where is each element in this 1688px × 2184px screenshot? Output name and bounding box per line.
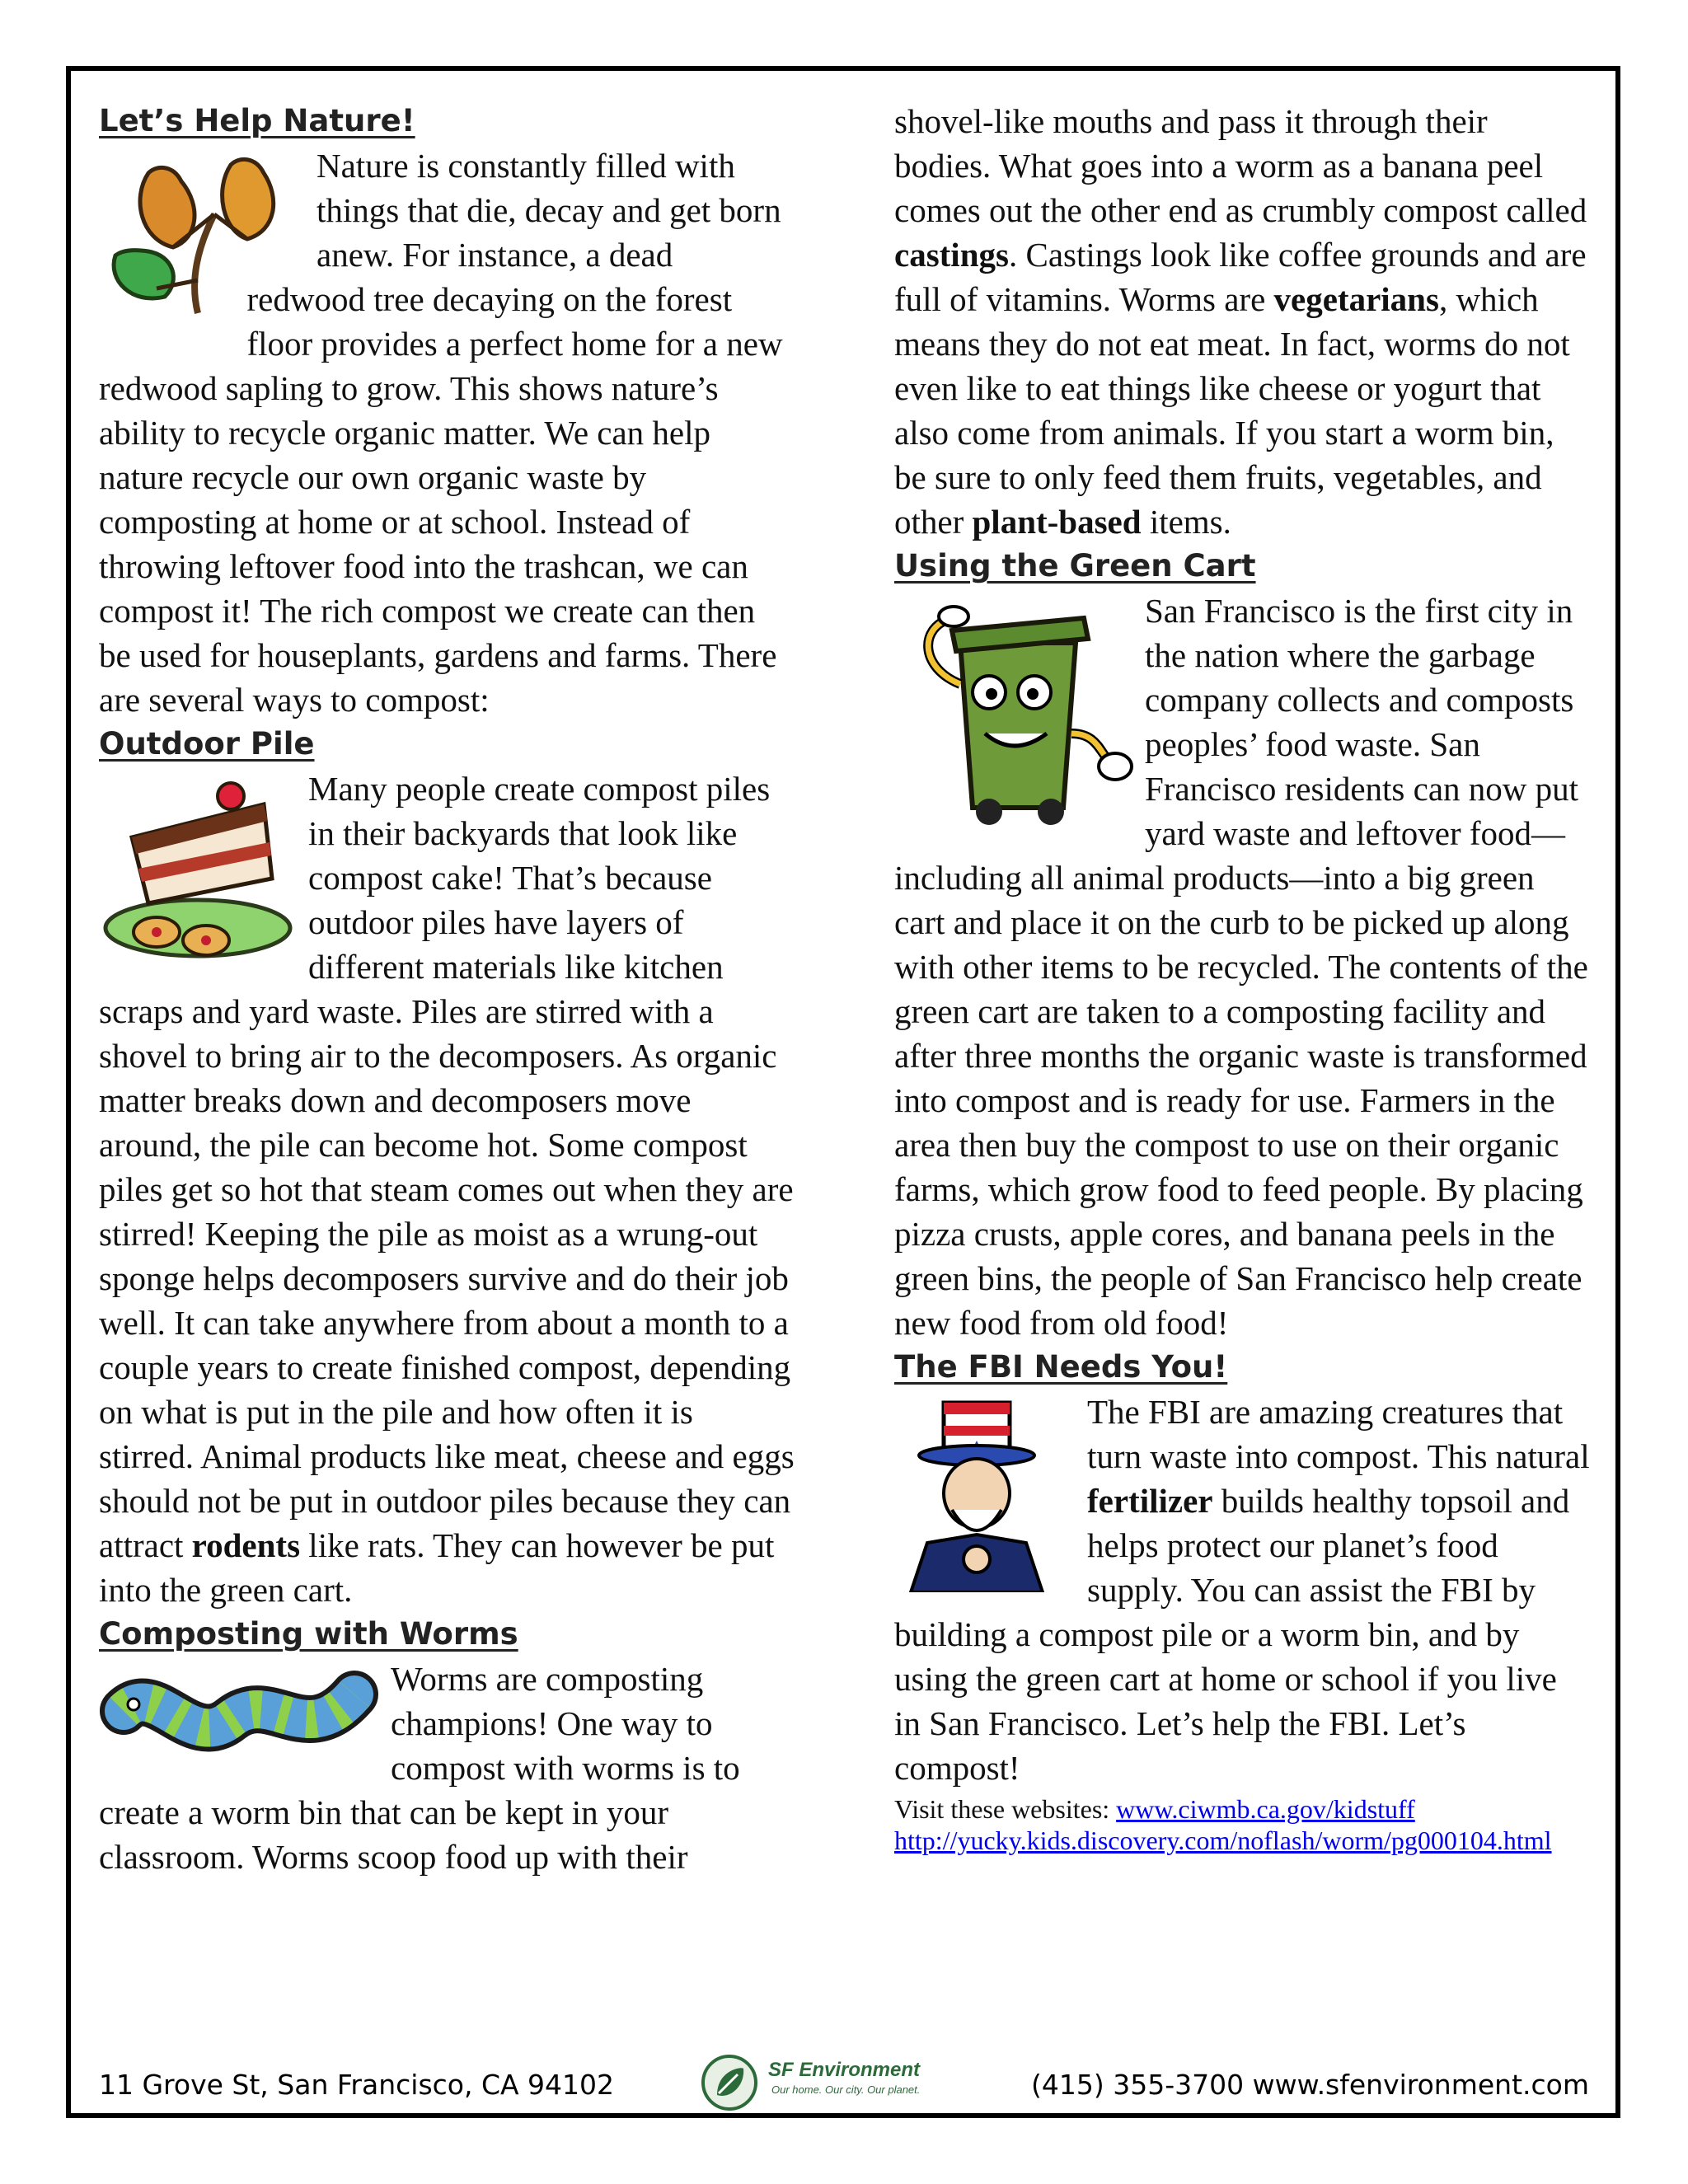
outdoor-pile-text-end: like rats. They can however be put into the green cart. [99,1526,775,1609]
worms-text: shovel-like mouths and pass it through their bodies. What goes into a worm as a banana peel comes out the other end as crumbly compost called [894,102,1587,229]
paragraph-worms-continued [894,99,1591,544]
uncle-sam-icon [894,1394,1076,1592]
sf-environment-logo [701,2054,973,2111]
left-column [99,99,795,1879]
heading-fbi-needs-you: The FBI Needs You! [894,1349,1228,1385]
fbi-text-end: builds healthy topsoil and helps protect our planet’s food supply. You can assist the FBI by building a compost pile or a worm bin, and by using the green cart at home or school if you live in San Francisco. Let’s help the FBI. Let’s compost! [894,1482,1570,1787]
websites-block [894,1793,1591,1856]
leaf-logo-icon [701,2054,758,2111]
cake-icon [99,771,297,961]
footer [99,2054,1589,2111]
heading-lets-help-nature: Let’s Help Nature! [99,103,415,138]
worms-text-4: items. [1141,503,1231,541]
worms-text-2: . Castings look like coffee grounds and are full of vitamins. Worms are [894,236,1587,318]
logo-name: SF Environment [768,2059,921,2081]
outdoor-pile-text: Many people create compost piles in their backyards that look like compost cake! That’s because outdoor piles have layers of different materials like kitchen scraps and yard waste. Piles are stirred with a shovel to bring air to the decomposers. As organic matter breaks down and decomposers move around, the pile can become hot. Some compost piles get so hot that steam comes out when they are stirred! Keeping the pile as moist as a wrung-out sponge helps decomposers survive and do their job well. It can take anywhere from about a month to a couple years to create finished compost, depending on what is put in the pile and how often it is stirred. Animal products like meat, cheese and eggs should not be put in outdoor piles because they can attract [99,770,795,1564]
green-cart-icon [894,593,1133,832]
footer-address: 11 Grove St, San Francisco, CA 94102 [99,2069,615,2101]
link-yucky-kids[interactable]: http://yucky.kids.discovery.com/noflash/worm/pg000104.html [894,1825,1552,1855]
right-column [894,99,1591,1856]
heading-outdoor-pile: Outdoor Pile [99,726,315,762]
paragraph-green-cart: San Francisco is the first city in the nation where the garbage company collects and composts peoples’ food waste. San Francisco residents can now put yard waste and leftover food—including all animal products—into a big green cart and place it on the curb to be picked up along with other items to be recycled. The contents of the green cart are taken to a composting facility and after three months the organic waste is transformed into compost and is ready for use. Farmers in the area then buy the compost to use on their organic farms, which grow food to feed people. By placing pizza crusts, apple cores, and banana peels in the green bins, the people of San Francisco help create new food from old food! [894,592,1588,1342]
term-castings: castings [894,236,1009,274]
link-ciwmb[interactable]: www.ciwmb.ca.gov/kidstuff [1116,1794,1415,1824]
term-rodents: rodents [191,1526,301,1564]
logo-tagline: Our home. Our city. Our planet. [771,2083,921,2096]
fbi-text: The FBI are amazing creatures that turn waste into compost. This natural [1087,1393,1590,1475]
heading-using-the-green-cart: Using the Green Cart [894,548,1256,583]
worm-icon [99,1661,379,1777]
worms-text-3: , which means they do not eat meat. In fact, worms do not even like to eat things like cheese or yogurt that also come from animals. If you start a worm bin, be sure to only feed them fruits, vegetables, and other [894,280,1570,541]
visit-label: Visit these websites: [894,1794,1117,1824]
paragraph-worms: Worms are composting champions! One way to compost with worms is to create a worm bin that can be kept in your classroom. Worms scoop food up with their [99,1660,740,1876]
term-vegetarians: vegetarians [1273,280,1439,318]
heading-composting-with-worms: Composting with Worms [99,1616,518,1652]
paragraph-intro: Nature is constantly filled with things that die, decay and get born anew. For instance, a dead redwood tree decaying on the forest floor provides a perfect home for a new redwood sapling to grow. This shows nature’s ability to recycle organic matter. We can help nature recycle our own organic waste by composting at home or at school. Instead of throwing leftover food into the trashcan, we can compost it! The rich compost we create can then be used for houseplants, gardens and farms. There are several ways to compost: [99,147,783,719]
term-fertilizer: fertilizer [1087,1482,1213,1520]
term-plant-based: plant-based [972,503,1142,541]
footer-contact: (415) 355-3700 www.sfenvironment.com [1031,2069,1589,2101]
